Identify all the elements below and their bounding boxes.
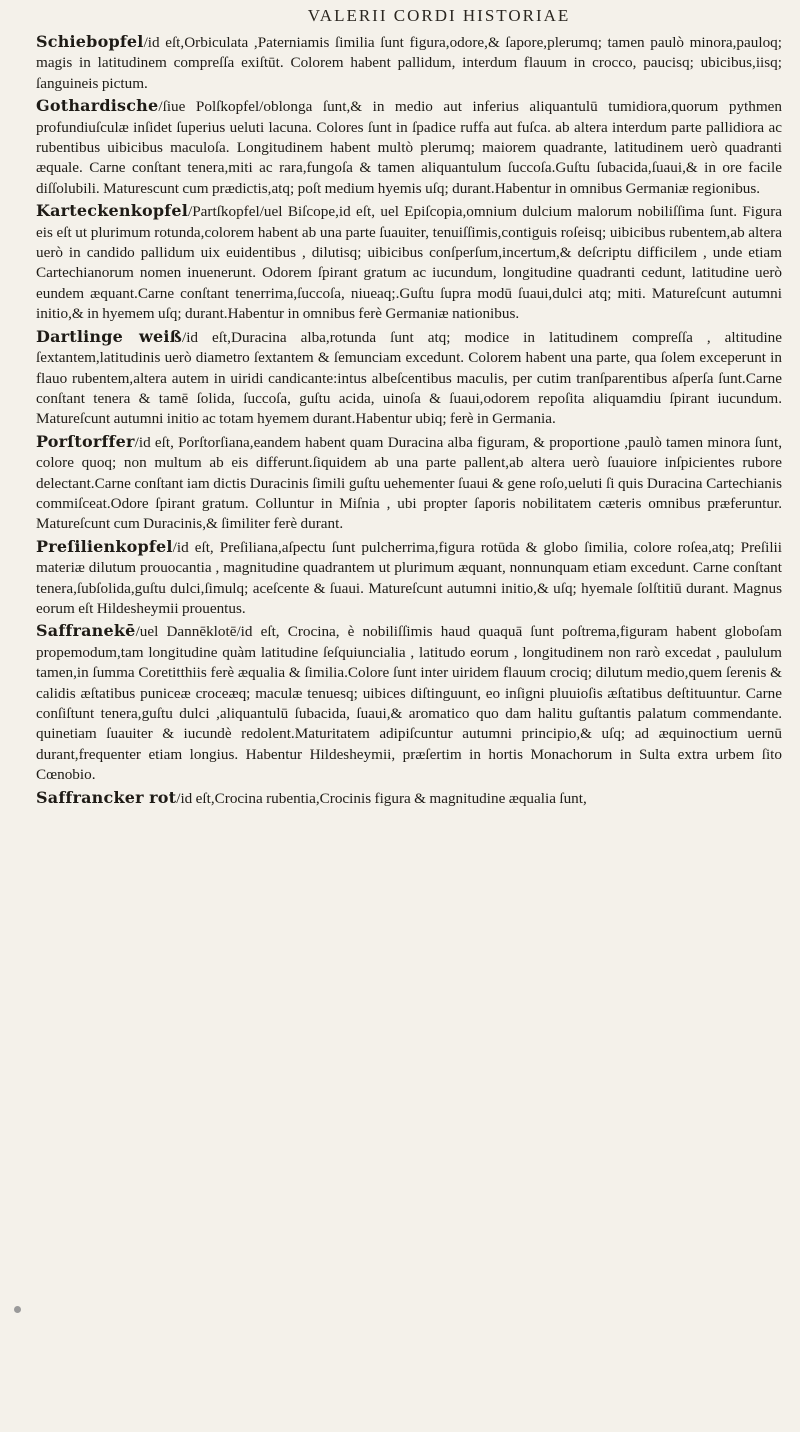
variety-name: Porſtorffer: [36, 431, 135, 451]
apple-variety-entry: [36, 788, 782, 809]
variety-name: Schiebopfel: [36, 32, 144, 51]
variety-name: Preſilienkopfel: [36, 536, 173, 556]
variety-name: Karteckenkopfel: [36, 201, 188, 221]
variety-name: Saffrancker rot: [36, 787, 177, 807]
variety-description: /id eſt,Duracina alba,rotunda ſunt atq; modice in latitudinem compreſſa , altitudine ſextantem,latitudinis uerò diametro ſextantem & ſemunciam excedunt. Colorem habent una parte, qua ſolem exceperunt in flauo rubentem,altera autem in uiridi candicante:intus albeſcentibus maculis, per cutim tranſparentibus aſperſa ſunt.Carne conſtant tenera & tamē ſolida, ſuccoſa, guſtu acida, uinoſa & ſuaui,odorem repoſita aliquamdiu ſpirant iucundum. Matureſcunt autumni initio ac totam hyemem durant.Habentur ubiq; ferè in Germania.: [36, 328, 782, 428]
apple-variety-entry: [36, 537, 782, 620]
apple-variety-entry: [36, 432, 782, 535]
variety-description: /Partſkopfel/uel Biſcope,id eſt, uel Epiſcopia,omnium dulcium malorum nobiliſſima ſunt. Figura eis eſt ut plurimum rotunda,colorem habent ab una parte ſuauiter, tenuiſſimis,contiguis roſeisq; uibicibus rubentem,ab altera uerò in candido pallidum uix euidentibus , dilutisq; uibicibus conſperſum,incertum,& deſcriptu difficilem , unde etiam Cartechianorum nomen inuenerunt. Odorem ſpirant gratum ac iucundum, longitudine quadranti cedunt, latitudine uerò eundem æquant.Carne conſtant tenerrima,ſuccoſa, niueaq;.Guſtu ſupra modū ſuaui,dulci atq; miti. Matureſcunt autumni initio,& in hyemem uſq; durant.Habentur in omnibus ferè Germaniæ nationibus.: [36, 203, 782, 323]
variety-description: /id eſt, Preſiliana,aſpectu ſunt pulcherrima,figura rotūda & globo ſimilia, colore roſea,atq; Preſilii materiæ dilutum prouocantia , magnitudine quadrantem ut plurimum æquant, nonnunquam etiam excedunt. Carne conſtant tenera,ſubſolida,guſtu dulci,ſimulq; aceſcente & ſuaui. Matureſcunt autumni initio,& uſq; hyemale ſolſtitiū durant. Magnus eorum eſt Hildesheymii prouentus.: [36, 538, 782, 617]
apple-variety-entry: [36, 621, 782, 785]
variety-name: Dartlinge weiß: [36, 326, 182, 346]
entry-list: [36, 32, 782, 809]
apple-variety-entry: [36, 327, 782, 430]
variety-name: Saffranekē: [36, 621, 136, 641]
variety-description: /id eſt, Porſtorſiana,eandem habent quam Duracina alba figuram, & proportione ,paulò tamen minora ſunt, colore quoq; non multum ab eis differunt.ſiquidem ab una parte pallent,ab altera uerò ſuauiore inſpicientes rubore delectant.Carne conſtant iam dictis Duracinis ſimili guſtu uehementer ſuaui & gene roſo,ueluti ſi quis Duracina Cartechianis commiſceat.Odore ſpirant gratum. Colluntur in Miſnia , ubi propter ſaporis nobilitatem cæteris omnibus præferuntur. Matureſcunt cum Duracinis,& ſimiliter ferè durant.: [36, 433, 782, 533]
apple-variety-entry: [36, 201, 782, 324]
variety-description: /ſiue Polſkopfel/oblonga ſunt,& in medio aut inferius aliquantulū tumidiora,quorum pythmen profundiuſculæ inſidet ſuperius ueluti lacuna. Colores ſunt in ſpadice ruffa aut fuſca. ab altera interdum parte pallidiora ac rubentibus uibicibus maculoſa. Longitudinem habent multò plerumq; maiorem quadrante, latitudinem uerò quadranti æquale. Carne conſtant tenera,miti ac rara,fungoſa & tamen aliquantulum ſuccoſa.Guſtu ſubacida,ſuaui,& in ore facile diſſolubili. Maturescunt cum prædictis,atq; poſt medium hyemis uſq; durant.Habentur in omnibus Germaniæ regionibus.: [36, 98, 782, 197]
variety-name: Gothardische: [36, 96, 159, 116]
running-head: VALERII CORDI HISTORIAE: [307, 6, 571, 25]
variety-description: /id eſt,Crocina rubentia,Crocinis figura & magnitudine æqualia ſunt,: [176, 789, 587, 807]
variety-description: /uel Dannēklotē/id eſt, Crocina, è nobiliſſimis haud quaquā ſunt poſtrema,figuram habent globoſam propemodum,tam longitudine quàm latitudine ſeſquiuncialia , latitudo eorum , longitudinem non rarò excedat , paululum tamen,in ſumma Coretitthiis ferè æqualia & ſimilia.Colore ſunt inter uiridem flauum crociq; dilutum medio,quem ſerenis & calidis æſtatibus puniceæ croceæq; maculæ tenuesq; uibices diſtinguunt, eo inſigni pluuioſis æſtatibus deſtituuntur. Carne conſiſtunt tenera,guſtu dulci ,aliquantulū ſubacida, ſuaui,& aromatico quo dam halitu guſtantis palatum commendante. quinetiam ſuauiter & iucundè redolent.Maturitatem adipiſcuntur autumni principio,& uſq; ad æquinoctium uernū durant,frequenter etiam longius. Habentur Hildesheymii, præſertim in hortis Monachorum in Sulta extra urbem ſito Cœnobio.: [36, 623, 782, 784]
variety-description: /id eſt,Orbiculata ,Paterniamis ſimilia ſunt figura,odore,& ſapore,plerumq; tamen paulò minora,pauloq; magis in latitudinem compreſſa exiſtūt. Colorem habent pallidum, interdum flauum in crocco, paucisq; ubicibus,iisq; ſanguineis pictum.: [36, 34, 782, 92]
apple-variety-entry: [36, 96, 782, 199]
apple-variety-entry: [36, 32, 782, 94]
margin-dot: [14, 1306, 21, 1313]
